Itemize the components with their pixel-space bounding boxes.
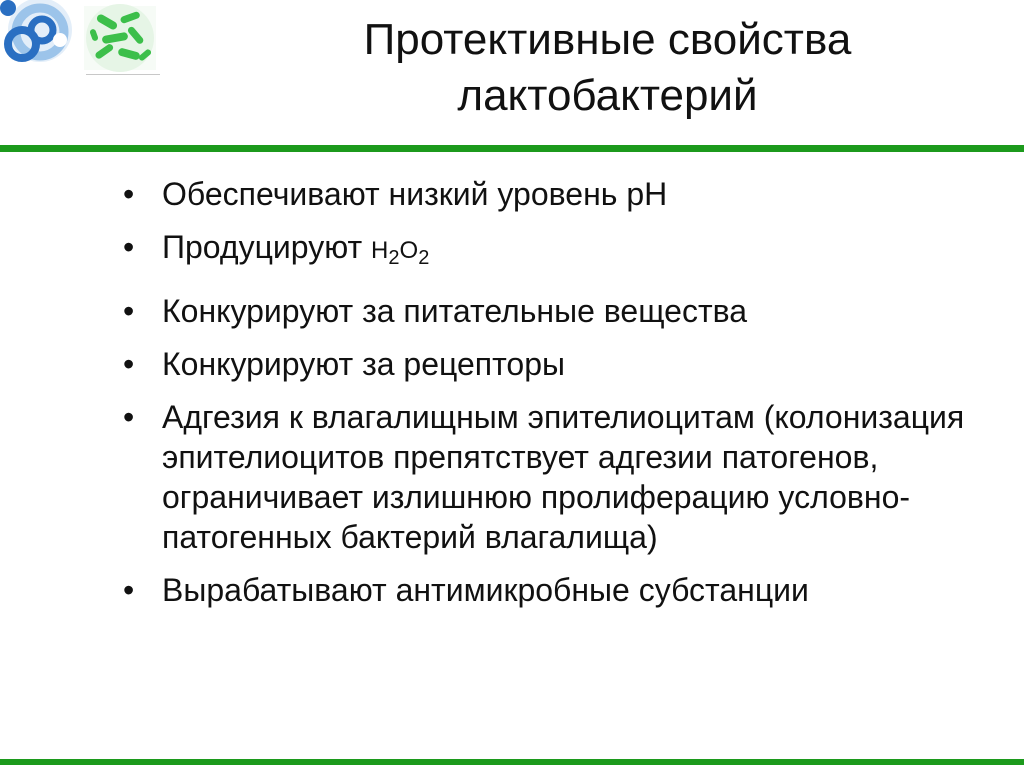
bullet-dot: •: [123, 176, 135, 212]
bacteria-logo-icon: [80, 4, 160, 72]
bullet-item: [0, 174, 1024, 214]
bullet-list: [0, 174, 1024, 623]
bullet-text: Адгезия к влагалищным эпителиоцитам (колонизация эпителиоцитов препятствует адгезии патогенов, ограничивает излишнюю пролиферацию условно-патогенных бактерий влагалища): [162, 399, 965, 555]
page-title: [200, 12, 1015, 124]
title-line-1: Протективные свойства: [363, 15, 852, 64]
logo-divider: [86, 74, 160, 75]
title-line-2: лактобактерий: [457, 71, 758, 120]
bullet-dot: •: [123, 399, 135, 435]
header-divider: [0, 145, 1024, 152]
bullet-item: [0, 397, 1024, 557]
bullet-item: [0, 570, 1024, 610]
bullet-dot: •: [123, 572, 135, 608]
formula-h-subscript: 2: [388, 247, 400, 269]
bullet-dot: •: [123, 346, 135, 382]
chemical-formula: [371, 237, 430, 269]
bullet-text: Вырабатывают антимикробные субстанции: [162, 572, 809, 608]
bullet-dot: •: [123, 229, 135, 265]
formula-o: O: [399, 237, 419, 264]
rings-logo-icon: [0, 0, 80, 72]
formula-o-subscript: 2: [418, 247, 430, 269]
bullet-item: [0, 227, 1024, 278]
bullet-item: [0, 291, 1024, 331]
bullet-text: Конкурируют за рецепторы: [162, 346, 565, 382]
formula-h: H: [371, 237, 389, 264]
bullet-dot: •: [123, 293, 135, 329]
bullet-text: Продуцируют: [162, 229, 363, 265]
bullet-text: Обеспечивают низкий уровень pH: [162, 176, 668, 212]
bullet-text: Конкурируют за питательные вещества: [162, 293, 748, 329]
footer-divider: [0, 759, 1024, 765]
bullet-item: [0, 344, 1024, 384]
